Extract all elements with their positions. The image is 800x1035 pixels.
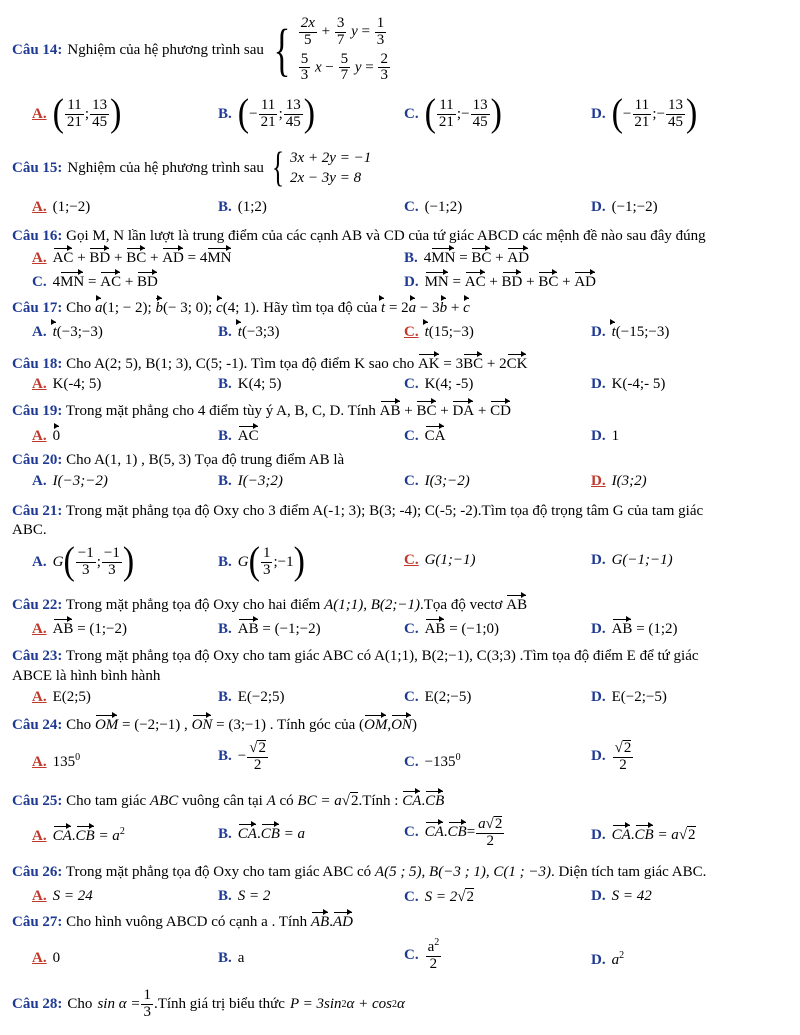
option-b[interactable]: B. 4MN = BC + AD xyxy=(404,250,530,266)
option-d[interactable]: D. 1 xyxy=(591,428,620,444)
question-number: Câu 15: xyxy=(12,159,63,176)
option-d[interactable]: D. ( − $\frac{11}{21}$ ; − $\frac{13}{45}$ ) xyxy=(591,92,698,135)
equation-2: $\frac{5}{3}$ x − $\frac{5}{7}$ y = $\frac{2}{3}$ xyxy=(300,50,388,84)
option-d[interactable]: D. MN = AC + BD + BC + AD xyxy=(404,274,597,290)
option-c[interactable]: C. K(4; -5) xyxy=(404,376,474,392)
option-b[interactable]: B. AB = (−1;−2) xyxy=(218,621,321,637)
question-26: Câu 26: Trong mặt phẳng tọa độ Oxy cho tam giác ABC có A(5 ; 5), B(−3 ; 1), C(1 ; −3). Diện tích tam giác ABC. xyxy=(12,864,707,880)
option-c[interactable]: C. G(1;−1) xyxy=(404,552,476,568)
question-14 xyxy=(12,8,391,92)
question-text: Gọi M, N lần lượt là trung điểm của các cạnh AB và CD của tứ giác ABCD các mệnh đề nào sau đây đúng xyxy=(66,228,706,244)
option-a[interactable]: A. $135^0$ xyxy=(32,752,81,770)
question-number: Câu 20: xyxy=(12,452,63,468)
option-a[interactable]: A. G ( $\frac{-1}{3}$ ; $\frac{-1}{3}$ ) xyxy=(32,540,135,583)
question-number: Câu 26: xyxy=(12,864,63,880)
question-17: Câu 17: Cho a(1; − 2); b(− 3; 0); c(4; 1). Hãy tìm tọa độ của t = 2a − 3b + c xyxy=(12,300,470,316)
option-c[interactable]: C. S = 2√2 xyxy=(404,889,474,905)
option-d[interactable]: D. I(3;2) xyxy=(591,473,647,489)
option-d[interactable]: D. S = 42 xyxy=(591,888,652,904)
option-c[interactable]: C. $-135^0$ xyxy=(404,752,461,770)
option-d[interactable]: D. (−1;−2) xyxy=(591,199,658,215)
question-text: Nghiệm của hệ phương trình sau xyxy=(67,159,264,176)
question-16 xyxy=(12,228,706,245)
option-b[interactable]: B. ( − $\frac{11}{21}$ ; $\frac{13}{45}$ ) xyxy=(218,92,316,135)
question-18: Câu 18: Cho A(2; 5), B(1; 3), C(5; -1). Tìm tọa độ điểm K sao cho AK = 3BC + 2CK xyxy=(12,356,528,372)
question-20: Câu 20: Cho A(1, 1) , B(5, 3) Tọa độ trung điểm AB là xyxy=(12,452,345,468)
equation-system: { $\frac{2x}{5}$ + $\frac{3}{7}$ y = $\frac{1}{3}$ $\frac{5}{3}$ x − $\frac{5}{7}$ y = $\frac{2}{3}$ xyxy=(268,16,391,84)
option-b[interactable]: B. I(−3;2) xyxy=(218,473,283,489)
option-b[interactable]: B. G ( $\frac{1}{3}$ ;−1 ) xyxy=(218,540,305,583)
question-number: Câu 14: xyxy=(12,41,63,58)
option-b[interactable]: B. CA.CB = a xyxy=(218,826,305,842)
option-a[interactable]: A. (1;−2) xyxy=(32,199,91,215)
option-d[interactable]: D. $\frac{√2}{2}$ xyxy=(591,740,632,773)
vector-c: c xyxy=(216,300,223,316)
option-a[interactable]: A. 0 xyxy=(32,428,61,444)
question-number: Câu 27: xyxy=(12,914,63,930)
option-d[interactable]: D. K(-4;- 5) xyxy=(591,376,666,392)
question-number: Câu 23: xyxy=(12,648,63,664)
question-21: Câu 21: Trong mặt phẳng tọa độ Oxy cho 3 điểm A(-1; 3); B(3; -4); C(-5; -2).Tìm tọa độ trọng tâm G của tam giác xyxy=(12,503,704,519)
option-b[interactable]: B. K(4; 5) xyxy=(218,376,282,392)
option-a[interactable]: A. AB = (1;−2) xyxy=(32,621,128,637)
option-b[interactable]: B. (1;2) xyxy=(218,199,267,215)
option-c[interactable]: C. I(3;−2) xyxy=(404,473,470,489)
question-number: Câu 22: xyxy=(12,597,63,613)
vector-b: b xyxy=(155,300,163,316)
option-b[interactable]: B. AC xyxy=(218,428,259,444)
question-28: Câu 28: Cho sin α = $\frac{1}{3}$ .Tính giá trị biểu thức P = 3sin 2 α + cos 2 α xyxy=(12,987,405,1020)
question-number: Câu 16: xyxy=(12,228,63,244)
question-21-line2: ABC. xyxy=(12,522,47,538)
question-24: Câu 24: Cho OM = (−2;−1) , ON = (3;−1) . Tính góc của (OM,ON) xyxy=(12,717,417,733)
option-b[interactable]: B. E(−2;5) xyxy=(218,689,285,705)
option-d[interactable]: D. AB = (1;2) xyxy=(591,621,678,637)
question-number: Câu 28: xyxy=(12,995,63,1012)
equation-1: $\frac{2x}{5}$ + $\frac{3}{7}$ y = $\frac{1}{3}$ xyxy=(300,15,385,48)
question-25: Câu 25: Cho tam giác ABC vuông cân tại A có BC = a√2.Tính : CA.CB xyxy=(12,793,445,809)
equation-1: 3x + 2y = −1 xyxy=(290,149,372,166)
option-c[interactable]: C. CA xyxy=(404,428,446,444)
option-a[interactable]: A. ( $\frac{11}{21}$ ; $\frac{13}{45}$ ) xyxy=(32,92,122,135)
option-b[interactable]: B. a xyxy=(218,950,245,966)
question-number: Câu 21: xyxy=(12,503,63,519)
question-23-line2: ABCE là hình bình hành xyxy=(12,668,161,684)
option-c[interactable]: C. t(15;−3) xyxy=(404,324,474,340)
option-c[interactable]: C. ( $\frac{11}{21}$ ; − $\frac{13}{45}$ ) xyxy=(404,92,502,135)
option-a[interactable]: A. t(−3;−3) xyxy=(32,324,103,340)
option-a[interactable]: A. 0 xyxy=(32,950,61,966)
question-27: Câu 27: Cho hình vuông ABCD có cạnh a . Tính AB.AD xyxy=(12,914,353,930)
question-22: Câu 22: Trong mặt phẳng tọa độ Oxy cho hai điểm A(1;1), B(2;−1).Tọa độ vectơ AB xyxy=(12,597,528,613)
option-d[interactable]: D. CA.CB = a√2 xyxy=(591,827,696,843)
option-b[interactable]: B. − $\frac{√2}{2}$ xyxy=(218,740,266,773)
question-number: Câu 17: xyxy=(12,300,63,316)
option-c[interactable]: C. 4MN = AC + BD xyxy=(32,274,158,290)
option-d[interactable]: D. t(−15;−3) xyxy=(591,324,670,340)
option-c[interactable]: C. CA . CB = $\frac{a√2}{2}$ xyxy=(404,816,503,849)
option-d[interactable]: D. G(−1;−1) xyxy=(591,552,673,568)
option-a[interactable]: A. K(-4; 5) xyxy=(32,376,102,392)
question-text: Nghiệm của hệ phương trình sau xyxy=(67,41,264,58)
option-a[interactable]: A. $CA.CB = a^2$ xyxy=(32,826,125,844)
question-number: Câu 25: xyxy=(12,793,63,809)
question-19: Câu 19: Trong mặt phẳng cho 4 điểm tùy ý A, B, C, D. Tính AB + BC + DA + CD xyxy=(12,403,511,419)
option-c[interactable]: C. (−1;2) xyxy=(404,199,463,215)
option-d[interactable]: D. $a^2$ xyxy=(591,950,625,968)
equation-2: 2x − 3y = 8 xyxy=(290,169,362,186)
question-number: Câu 24: xyxy=(12,717,63,733)
question-23: Câu 23: Trong mặt phẳng tọa độ Oxy cho tam giác ABC có A(1;1), B(2;−1), C(3;3) .Tìm tọa độ điểm E để tứ giác xyxy=(12,648,699,664)
question-number: Câu 19: xyxy=(12,403,63,419)
vector-a: a xyxy=(94,300,103,316)
option-b[interactable]: B. S = 2 xyxy=(218,888,271,904)
option-a[interactable]: A. I(−3;−2) xyxy=(32,473,108,489)
option-a[interactable]: A. E(2;5) xyxy=(32,689,91,705)
option-c[interactable]: C. $\frac{a^2}{2}$ xyxy=(404,937,440,972)
option-d[interactable]: D. E(−2;−5) xyxy=(591,689,667,705)
equation-system: { 3x + 2y = −1 2x − 3y = 8 xyxy=(271,145,372,191)
option-b[interactable]: B. t(−3;3) xyxy=(218,324,280,340)
question-15 xyxy=(12,146,371,190)
option-a[interactable]: A. AC + BD + BC + AD = 4MN xyxy=(32,250,232,266)
option-c[interactable]: C. E(2;−5) xyxy=(404,689,472,705)
option-c[interactable]: C. AB = (−1;0) xyxy=(404,621,500,637)
question-number: Câu 18: xyxy=(12,356,63,372)
option-a[interactable]: A. S = 24 xyxy=(32,888,93,904)
